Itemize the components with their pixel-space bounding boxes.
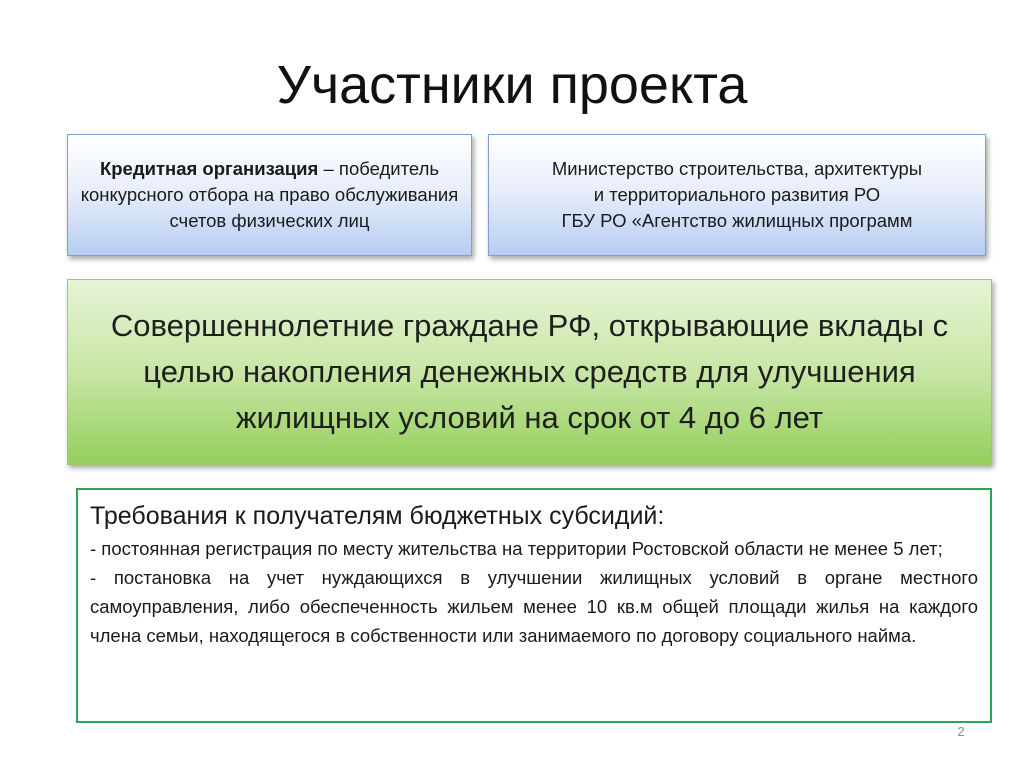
slide-title: Участники проекта	[276, 55, 748, 115]
requirement-item: - постоянная регистрация по месту жительства на территории Ростовской области не менее 5 лет;	[90, 538, 943, 559]
credit-organization-text	[78, 156, 461, 234]
ministry-line-2: и территориального развития РО	[593, 184, 881, 205]
credit-organization-label: Кредитная организация	[99, 158, 319, 179]
credit-organization-box	[67, 134, 472, 256]
citizens-text: Совершеннолетние граждане РФ, открывающие вклады с целью накопления денежных средств для улучшения жилищных условий на срок от 4 до 6 лет	[110, 308, 949, 435]
credit-organization-description: – победитель конкурсного отбора на право обслуживания счетов физических лиц	[80, 158, 459, 231]
requirement-item: - постановка на учет нуждающихся в улучшении жилищных условий в органе местного самоуправления, либо обеспеченность жильем менее 10 кв.м общей площади жилья на каждого члена семьи, находящегося в собственности или занимаемого по договору социального найма.	[90, 567, 978, 646]
requirements-title: Требования к получателям бюджетных субсидий:	[90, 502, 665, 530]
ministry-line-3: ГБУ РО «Агентство жилищных программ	[561, 210, 913, 231]
requirements-box	[76, 488, 992, 723]
ministry-text	[499, 156, 975, 234]
ministry-line-1: Министерство строительства, архитектуры	[551, 158, 923, 179]
citizens-box	[67, 279, 992, 465]
page-number: 2	[957, 724, 965, 739]
ministry-box	[488, 134, 986, 256]
